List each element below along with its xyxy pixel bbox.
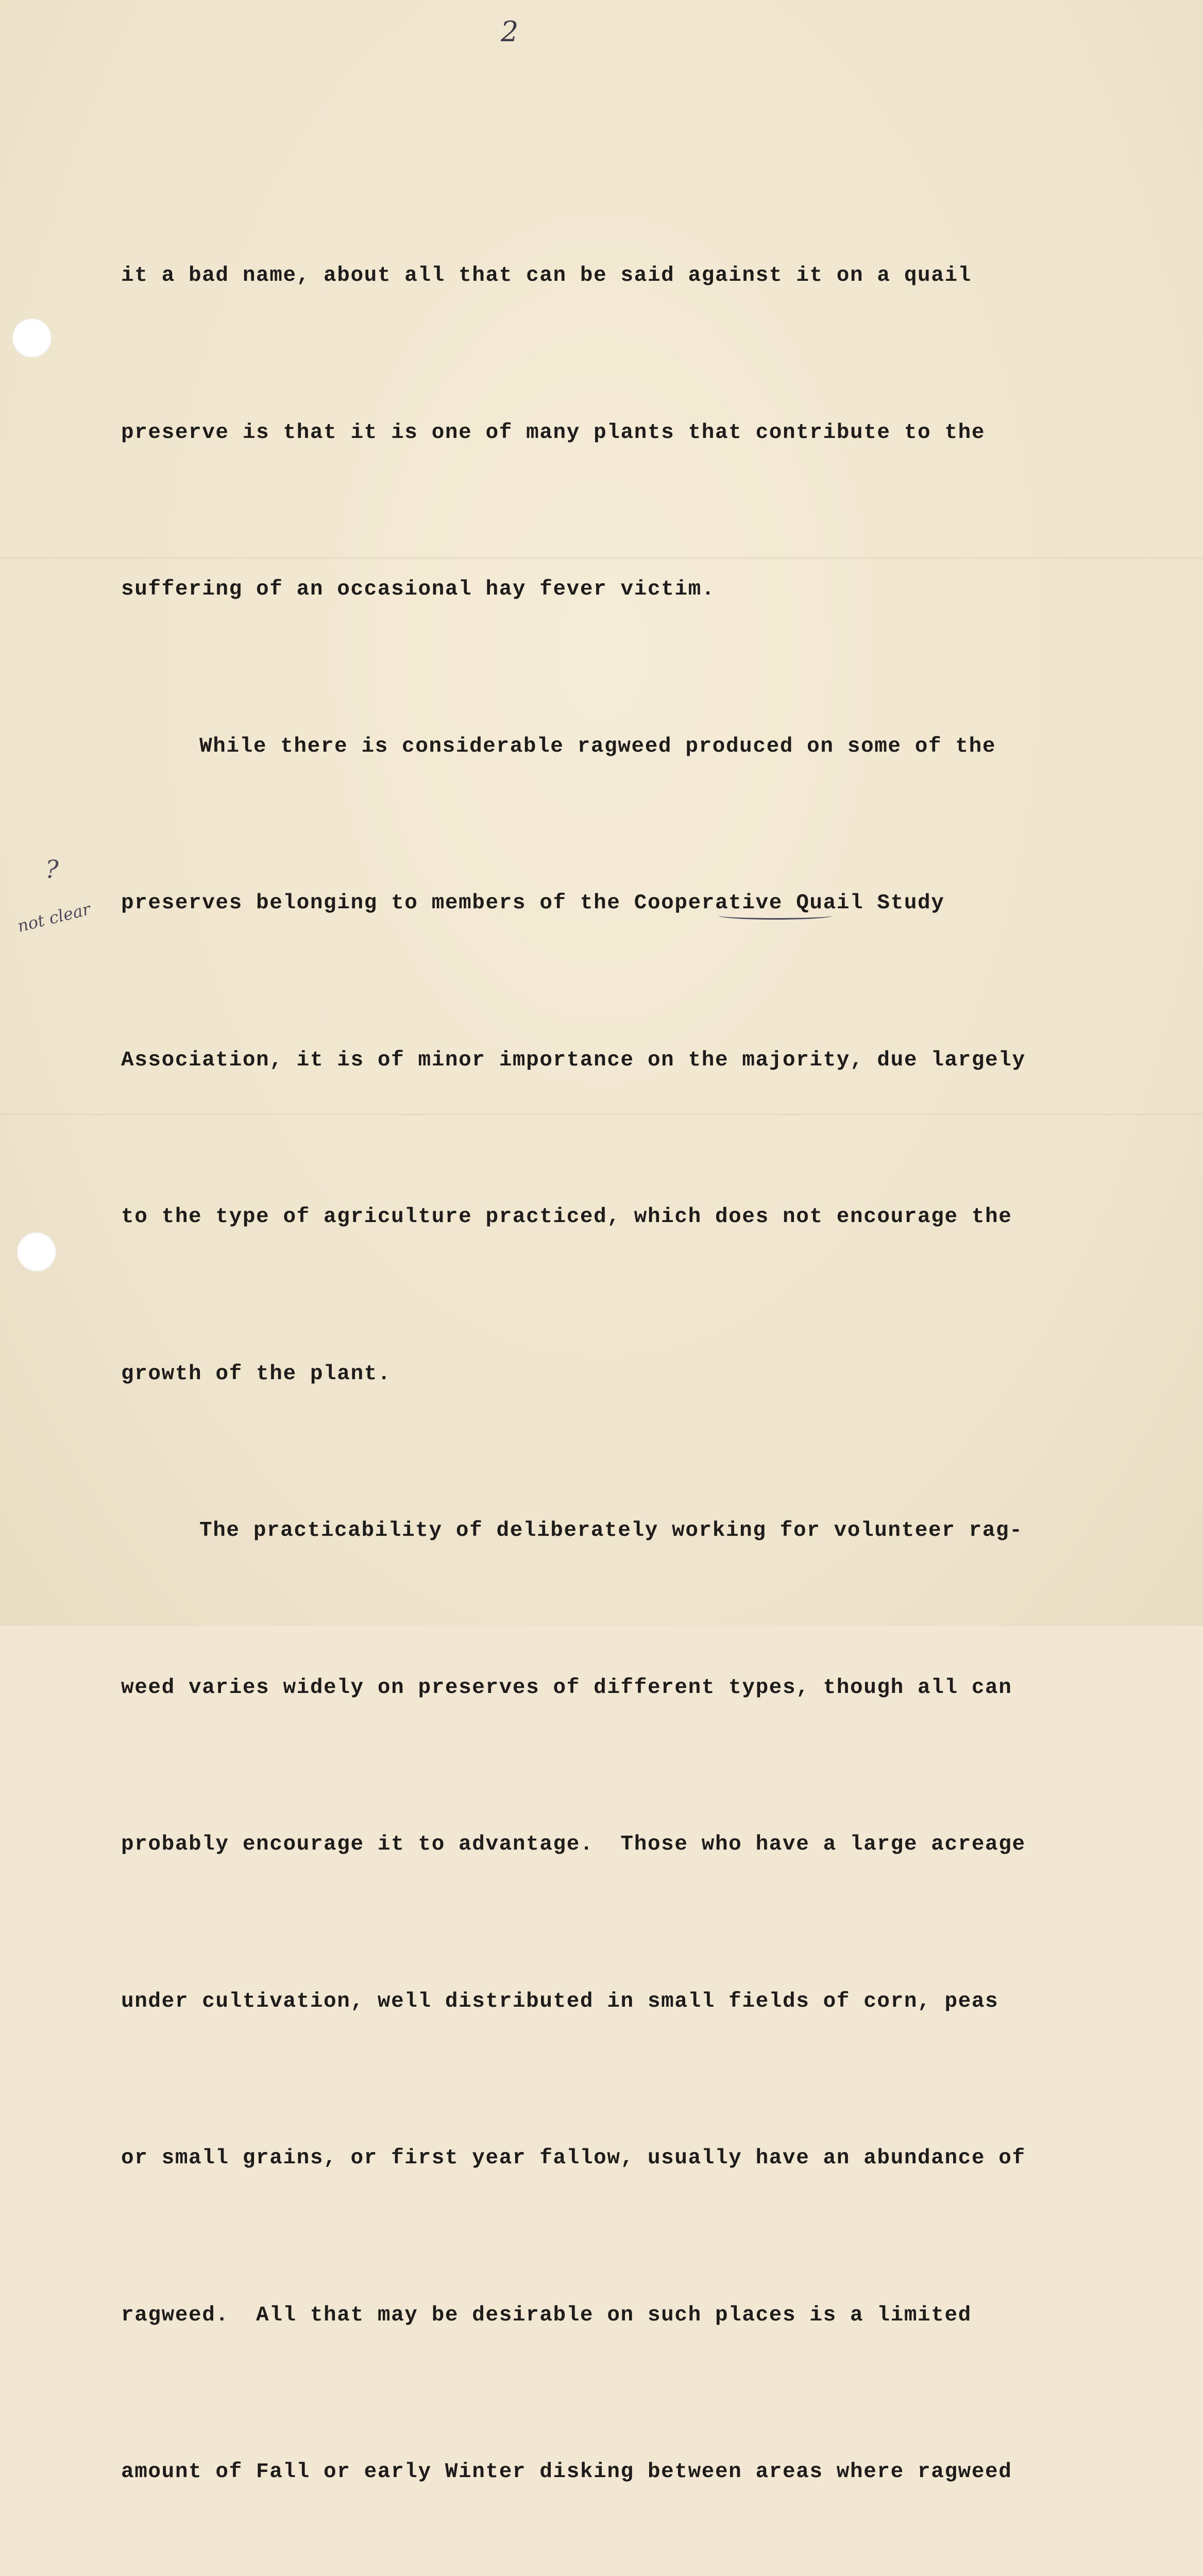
text-line: preserves belonging to members of the Cooperative Quail Study	[121, 891, 945, 915]
punch-hole	[12, 318, 52, 358]
text-line: Association, it is of minor importance on the majority, due largely	[121, 1048, 1026, 1072]
paragraph-start-line: The practicability of deliberately working for volunteer rag-	[199, 1519, 1023, 1543]
text-line: it a bad name, about all that can be said against it on a quail	[121, 264, 972, 287]
text-line: under cultivation, well distributed in small fields of corn, peas	[121, 1989, 999, 2013]
page-number: 2	[501, 15, 519, 48]
punch-hole	[17, 1232, 56, 1272]
text-line: or small grains, or first year fallow, usually have an abundance of	[121, 2146, 1026, 2170]
typed-body-text	[121, 145, 1053, 2576]
text-line: preserve is that it is one of many plants that contribute to the	[121, 420, 986, 445]
paragraph-start-line: While there is considerable ragweed produced on some of the	[199, 734, 996, 758]
text-line: amount of Fall or early Winter disking between areas where ragweed	[121, 2460, 1012, 2484]
text-line: growth of the plant.	[121, 1362, 392, 1386]
text-line: suffering of an occasional hay fever victim.	[121, 578, 715, 601]
text-line: to the type of agriculture practiced, which does not encourage the	[121, 1205, 1012, 1229]
text-line: ragweed. All that may be desirable on such places is a limited	[121, 2303, 972, 2327]
text-line: weed varies widely on preserves of different types, though all can	[121, 1675, 1012, 1700]
margin-note-text: not clear	[15, 899, 93, 936]
text-line: probably encourage it to advantage. Those who have a large acreage	[121, 1833, 1026, 1856]
margin-question-mark: ?	[45, 855, 59, 884]
